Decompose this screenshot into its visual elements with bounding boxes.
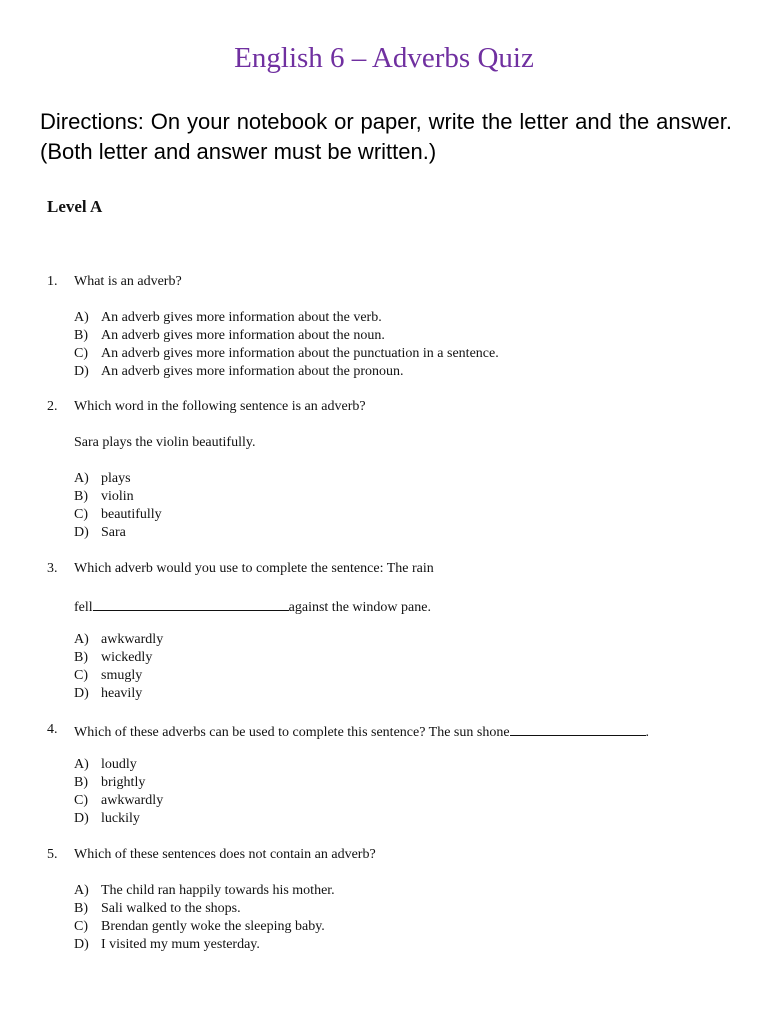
option-text: luckily [101,811,140,826]
option-letter: A) [74,471,89,486]
answer-blank [93,596,289,611]
question-text: What is an adverb? [74,274,182,289]
option-text: An adverb gives more information about the verb. [101,310,382,325]
question-sentence [74,596,431,617]
option-text: heavily [101,686,143,701]
question-text: Which of these sentences does not contain an adverb? [74,847,376,862]
option-text: brightly [101,775,146,790]
sentence-start: fell [74,600,93,615]
option-letter: A) [74,757,89,772]
option-letter: D) [74,937,89,952]
option-text: I visited my mum yesterday. [101,937,260,952]
option-text: Sara [101,525,126,540]
option-letter: C) [74,668,88,683]
question-text-end: . [645,725,650,740]
option-letter: C) [74,793,88,808]
question-sentence: Sara plays the violin beautifully. [74,435,256,450]
question-text: Which adverb would you use to complete the sentence: The rain [74,561,434,576]
option-letter: A) [74,310,89,325]
question-number: 4. [47,722,58,737]
sentence-end: against the window pane. [288,600,431,615]
answer-blank [510,721,646,736]
option-letter: B) [74,650,88,665]
option-text: The child ran happily towards his mother. [101,883,335,898]
option-text: awkwardly [101,793,164,808]
option-letter: B) [74,328,88,343]
option-letter: A) [74,883,89,898]
option-text: plays [101,471,131,486]
question-text-line [74,721,649,742]
question-number: 5. [47,847,58,862]
option-letter: D) [74,525,89,540]
question-text: Which of these adverbs can be used to complete this sentence? The sun shone [74,725,510,740]
level-heading: Level A [47,197,103,216]
question-text: Which word in the following sentence is an adverb? [74,399,366,414]
option-letter: D) [74,364,89,379]
option-text: An adverb gives more information about the pronoun. [101,364,404,379]
option-letter: A) [74,632,89,647]
option-text: An adverb gives more information about the punctuation in a sentence. [101,346,499,361]
page-title: English 6 – Adverbs Quiz [234,42,534,74]
option-text: beautifully [101,507,162,522]
option-letter: B) [74,775,88,790]
question-number: 1. [47,274,58,289]
option-text: An adverb gives more information about the noun. [101,328,385,343]
directions: Directions: On your notebook or paper, write the letter and the answer. (Both letter and answer must be written.) [40,109,732,164]
option-text: Brendan gently woke the sleeping baby. [101,919,325,934]
option-text: smugly [101,668,143,683]
option-text: violin [101,489,134,504]
question-number: 3. [47,561,58,576]
option-text: awkwardly [101,632,164,647]
option-text: wickedly [101,650,153,665]
option-text: Sali walked to the shops. [101,901,241,916]
option-letter: D) [74,811,89,826]
option-letter: D) [74,686,89,701]
option-letter: B) [74,901,88,916]
question-number: 2. [47,399,58,414]
option-text: loudly [101,757,137,772]
option-letter: B) [74,489,88,504]
option-letter: C) [74,346,88,361]
option-letter: C) [74,507,88,522]
option-letter: C) [74,919,88,934]
